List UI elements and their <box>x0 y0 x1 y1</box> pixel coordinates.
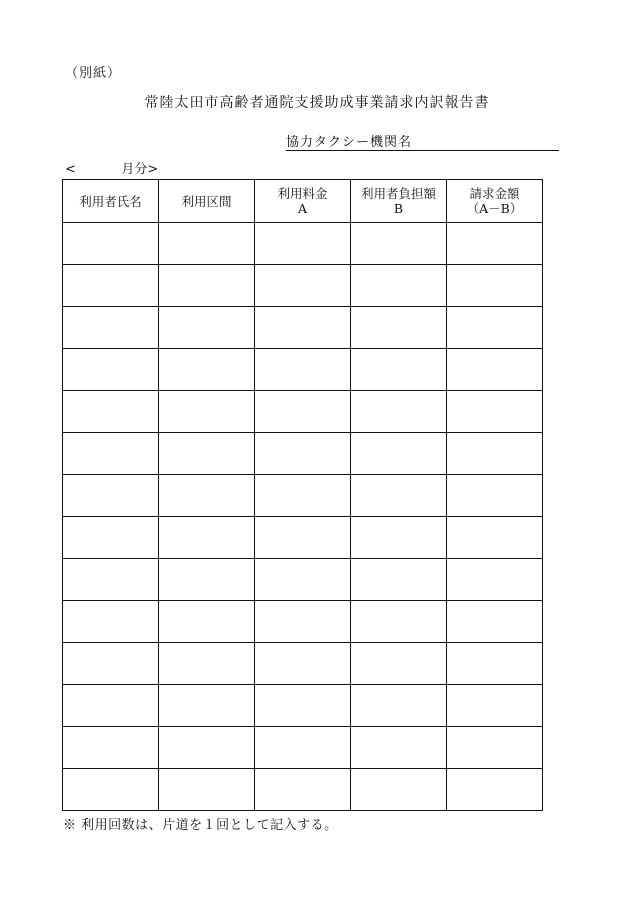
cell-route[interactable] <box>159 433 255 475</box>
document-title: 常陸太田市高齢者通院支援助成事業請求内訳報告書 <box>144 95 490 111</box>
month-blank <box>76 162 121 177</box>
header-line: 請求金額 <box>469 186 520 201</box>
cell-claim-amount[interactable] <box>447 601 543 643</box>
cell-claim-amount[interactable] <box>447 685 543 727</box>
cell-fare[interactable] <box>255 475 351 517</box>
table-row <box>63 769 543 811</box>
table-row <box>63 265 543 307</box>
cell-route[interactable] <box>159 475 255 517</box>
appendix-label: （別紙） <box>65 66 122 81</box>
cell-route[interactable] <box>159 727 255 769</box>
cell-user-name[interactable] <box>63 685 159 727</box>
header-sub-line: A <box>297 201 308 216</box>
cell-user-share[interactable] <box>351 349 447 391</box>
cell-route[interactable] <box>159 307 255 349</box>
header-line: 利用区間 <box>181 193 232 209</box>
cell-claim-amount[interactable] <box>447 559 543 601</box>
table-row <box>63 223 543 265</box>
cell-route[interactable] <box>159 517 255 559</box>
cell-fare[interactable] <box>255 727 351 769</box>
table-row <box>63 307 543 349</box>
header-line: 利用料金 <box>277 186 328 201</box>
cell-user-name[interactable] <box>63 475 159 517</box>
cell-user-name[interactable] <box>63 601 159 643</box>
cell-user-share[interactable] <box>351 433 447 475</box>
table-row <box>63 685 543 727</box>
cell-user-share[interactable] <box>351 727 447 769</box>
cell-user-name[interactable] <box>63 307 159 349</box>
cell-claim-amount[interactable] <box>447 475 543 517</box>
cell-user-share[interactable] <box>351 475 447 517</box>
cell-user-name[interactable] <box>63 559 159 601</box>
month-bracket-open: < <box>65 162 76 177</box>
cell-route[interactable] <box>159 769 255 811</box>
cell-claim-amount[interactable] <box>447 391 543 433</box>
footnote: ※ 利用回数は、片道を１回として記入する。 <box>63 818 338 833</box>
header-line: 利用者負担額 <box>360 186 436 201</box>
cell-fare[interactable] <box>255 307 351 349</box>
table-row <box>63 433 543 475</box>
table-row <box>63 559 543 601</box>
cell-user-share[interactable] <box>351 685 447 727</box>
cell-user-name[interactable] <box>63 265 159 307</box>
cell-route[interactable] <box>159 223 255 265</box>
table-body <box>63 223 543 811</box>
cell-user-name[interactable] <box>63 517 159 559</box>
cell-user-share[interactable] <box>351 601 447 643</box>
cell-route[interactable] <box>159 391 255 433</box>
cell-fare[interactable] <box>255 559 351 601</box>
cell-fare[interactable] <box>255 433 351 475</box>
cell-user-share[interactable] <box>351 643 447 685</box>
header-user-share <box>351 180 447 223</box>
cell-claim-amount[interactable] <box>447 265 543 307</box>
header-claim-amount <box>447 180 543 223</box>
table-row <box>63 391 543 433</box>
table-row <box>63 601 543 643</box>
cell-route[interactable] <box>159 349 255 391</box>
cell-fare[interactable] <box>255 517 351 559</box>
header-sub-line: B <box>393 201 404 216</box>
cell-route[interactable] <box>159 559 255 601</box>
cell-fare[interactable] <box>255 265 351 307</box>
cell-user-share[interactable] <box>351 265 447 307</box>
cell-claim-amount[interactable] <box>447 349 543 391</box>
cell-user-share[interactable] <box>351 769 447 811</box>
header-fare <box>255 180 351 223</box>
cell-user-share[interactable] <box>351 223 447 265</box>
cell-claim-amount[interactable] <box>447 433 543 475</box>
cell-route[interactable] <box>159 265 255 307</box>
header-line: 利用者氏名 <box>79 193 142 209</box>
report-table <box>62 179 543 811</box>
cell-user-share[interactable] <box>351 391 447 433</box>
taxi-company-label: 協力タクシー機関名 <box>286 135 413 150</box>
table-row <box>63 475 543 517</box>
cell-fare[interactable] <box>255 601 351 643</box>
table-row <box>63 643 543 685</box>
cell-route[interactable] <box>159 643 255 685</box>
header-sub-line: （A－B） <box>466 201 523 216</box>
cell-claim-amount[interactable] <box>447 223 543 265</box>
cell-user-name[interactable] <box>63 223 159 265</box>
cell-route[interactable] <box>159 601 255 643</box>
cell-user-name[interactable] <box>63 349 159 391</box>
table-row <box>63 517 543 559</box>
cell-fare[interactable] <box>255 391 351 433</box>
cell-user-share[interactable] <box>351 307 447 349</box>
cell-claim-amount[interactable] <box>447 769 543 811</box>
cell-fare[interactable] <box>255 349 351 391</box>
month-label: 月分> <box>121 162 159 177</box>
cell-route[interactable] <box>159 685 255 727</box>
cell-user-name[interactable] <box>63 433 159 475</box>
table-header-row <box>63 180 543 223</box>
header-route <box>159 180 255 223</box>
cell-claim-amount[interactable] <box>447 517 543 559</box>
cell-user-share[interactable] <box>351 559 447 601</box>
cell-fare[interactable] <box>255 769 351 811</box>
cell-claim-amount[interactable] <box>447 727 543 769</box>
header-user-name <box>63 180 159 223</box>
cell-user-name[interactable] <box>63 643 159 685</box>
cell-fare[interactable] <box>255 643 351 685</box>
cell-fare[interactable] <box>255 685 351 727</box>
cell-user-name[interactable] <box>63 769 159 811</box>
table-row <box>63 349 543 391</box>
table-row <box>63 727 543 769</box>
cell-claim-amount[interactable] <box>447 307 543 349</box>
month-field[interactable] <box>65 162 158 178</box>
cell-user-name[interactable] <box>63 391 159 433</box>
taxi-company-field[interactable] <box>286 135 559 151</box>
cell-fare[interactable] <box>255 223 351 265</box>
cell-user-share[interactable] <box>351 517 447 559</box>
cell-user-name[interactable] <box>63 727 159 769</box>
cell-claim-amount[interactable] <box>447 643 543 685</box>
